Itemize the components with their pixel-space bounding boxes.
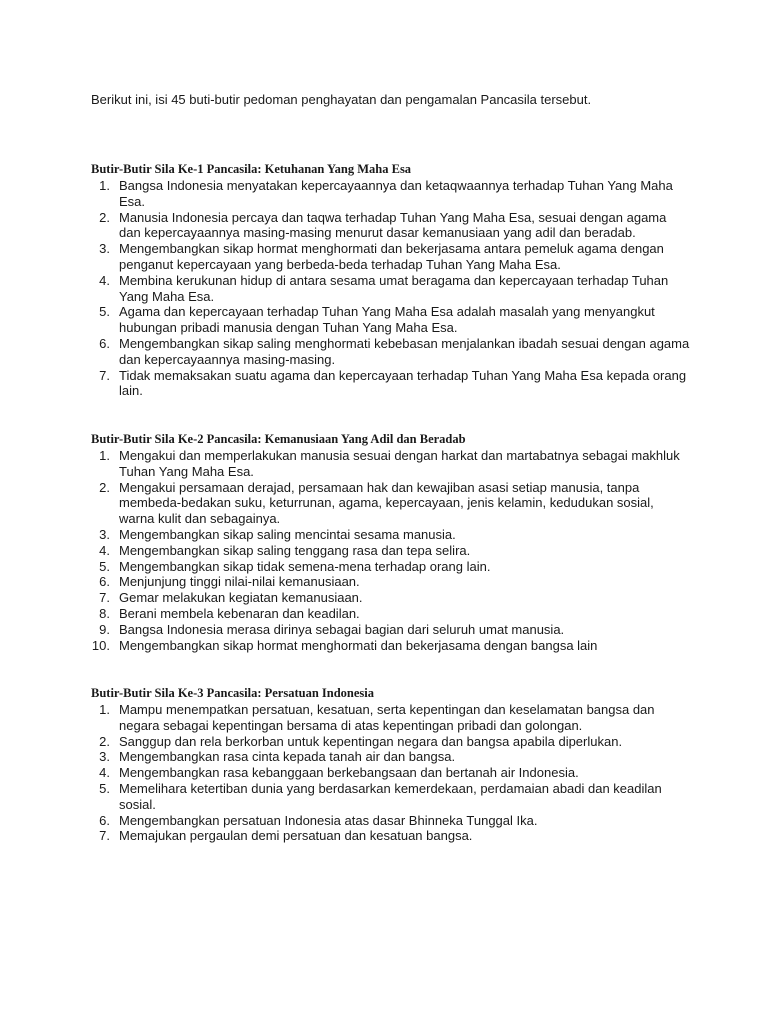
item-number: 8.: [99, 605, 110, 621]
item-text: Mengakui persamaan derajad, persamaan hak dan kewajiban asasi setiap manusia, tanpa membeda-bedakan suku, keturrunan, agama, kepercayaan, jenis kelamin, kedudukan sosial, warna kulit dan sebagainya.: [119, 479, 654, 527]
list-item: [91, 480, 691, 527]
item-number: 3.: [99, 749, 110, 765]
list-item: [91, 734, 691, 750]
section-sila-1: [91, 162, 691, 399]
item-list: [91, 702, 691, 844]
item-text: Bangsa Indonesia merasa dirinya sebagai bagian dari seluruh umat manusia.: [119, 621, 565, 637]
item-text: Mengembangkan sikap hormat menghormati dan bekerjasama dengan bangsa lain: [119, 637, 598, 653]
list-item: [91, 781, 691, 813]
item-text: Tidak memaksakan suatu agama dan kepercayaan terhadap Tuhan Yang Maha Esa kepada orang lain.: [119, 367, 687, 399]
item-text: Bangsa Indonesia menyatakan kepercayaannya dan ketaqwaannya terhadap Tuhan Yang Maha Esa.: [119, 178, 673, 209]
list-item: [91, 749, 691, 765]
item-text: Mengakui dan memperlakukan manusia sesuai dengan harkat dan martabatnya sebagai makhluk Tuhan Yang Maha Esa.: [119, 448, 680, 479]
item-text: Mengembangkan rasa cinta kepada tanah air dan bangsa.: [119, 749, 456, 765]
list-item: [91, 606, 691, 622]
list-item: [91, 241, 691, 273]
item-list: [91, 178, 691, 399]
list-item: [91, 304, 691, 336]
item-text: Sanggup dan rela berkorban untuk kepentingan negara dan bangsa apabila diperlukan.: [119, 733, 623, 749]
section-sila-3: [91, 686, 691, 844]
item-number: 7.: [99, 367, 110, 383]
item-number: 1.: [99, 178, 110, 193]
list-item: [91, 368, 691, 400]
item-text: Mengembangkan sikap tidak semena-mena terhadap orang lain.: [119, 558, 491, 574]
section-title: Butir-Butir Sila Ke-1 Pancasila: Ketuhanan Yang Maha Esa: [91, 162, 412, 176]
list-item: [91, 178, 691, 210]
section-sila-2: [91, 432, 691, 653]
list-item: [91, 559, 691, 575]
item-number: 2.: [99, 479, 110, 495]
item-number: 7.: [99, 590, 110, 606]
list-item: [91, 828, 691, 844]
list-item: [91, 210, 691, 242]
item-number: 4.: [99, 272, 110, 288]
intro-paragraph: Berikut ini, isi 45 buti-butir pedoman penghayatan dan pengamalan Pancasila tersebut.: [91, 92, 592, 107]
section-title: Butir-Butir Sila Ke-2 Pancasila: Kemanusiaan Yang Adil dan Beradab: [91, 432, 466, 446]
item-text: Berani membela kebenaran dan keadilan.: [119, 605, 360, 621]
item-number: 1.: [99, 448, 110, 463]
item-number: 9.: [99, 621, 110, 637]
list-item: [91, 574, 691, 590]
list-item: [91, 765, 691, 781]
item-number: 5.: [99, 304, 110, 320]
item-number: 5.: [99, 780, 110, 796]
item-text: Gemar melakukan kegiatan kemanusiaan.: [119, 590, 363, 606]
item-text: Mengembangkan persatuan Indonesia atas dasar Bhinneka Tunggal Ika.: [119, 812, 538, 828]
item-text: Memajukan pergaulan demi persatuan dan kesatuan bangsa.: [119, 828, 473, 844]
list-item: [91, 273, 691, 305]
item-text: Mengembangkan sikap saling menghormati kebebasan menjalankan ibadah sesuai dengan agama dan kepercayaannya masing-masing.: [119, 335, 690, 367]
list-item: [91, 638, 691, 654]
item-number: 4.: [99, 765, 110, 781]
item-number: 4.: [99, 542, 110, 558]
item-number: 1.: [99, 702, 110, 717]
list-item: [91, 543, 691, 559]
item-text: Mengembangkan rasa kebanggaan berkebangsaan dan bertanah air Indonesia.: [119, 765, 579, 781]
item-text: Mengembangkan sikap saling tenggang rasa dan tepa selira.: [119, 542, 471, 558]
list-item: [91, 622, 691, 638]
item-number: 7.: [99, 828, 110, 844]
item-text: Memelihara ketertiban dunia yang berdasarkan kemerdekaan, perdamaian abadi dan keadilan sosial.: [119, 780, 662, 812]
item-text: Membina kerukunan hidup di antara sesama umat beragama dan kepercayaan terhadap Tuhan Yang Maha Esa.: [119, 272, 669, 304]
list-item: [91, 813, 691, 829]
item-number: 10.: [91, 637, 110, 653]
item-number: 2.: [99, 209, 110, 225]
item-text: Mampu menempatkan persatuan, kesatuan, serta kepentingan dan keselamatan bangsa dan negara sebagai kepentingan bersama di atas kepentingan pribadi dan golongan.: [119, 702, 655, 733]
list-item: [91, 448, 691, 480]
list-item: [91, 590, 691, 606]
item-number: 6.: [99, 812, 110, 828]
item-number: 6.: [99, 574, 110, 590]
item-number: 2.: [99, 733, 110, 749]
list-item: [91, 527, 691, 543]
list-item: [91, 336, 691, 368]
list-item: [91, 702, 691, 734]
item-text: Mengembangkan sikap saling mencintai sesama manusia.: [119, 526, 456, 542]
item-text: Menjunjung tinggi nilai-nilai kemanusiaan.: [119, 574, 360, 590]
item-list: [91, 448, 691, 653]
item-number: 6.: [99, 335, 110, 351]
section-title: Butir-Butir Sila Ke-3 Pancasila: Persatuan Indonesia: [91, 686, 375, 700]
item-number: 3.: [99, 526, 110, 542]
item-text: Mengembangkan sikap hormat menghormati dan bekerjasama antara pemeluk agama dengan penganut kepercayaan yang berbeda-beda terhadap Tuhan Yang Maha Esa.: [119, 241, 664, 272]
item-number: 3.: [99, 241, 110, 257]
item-text: Agama dan kepercayaan terhadap Tuhan Yang Maha Esa adalah masalah yang menyangkut hubungan pribadi manusia dengan Tuhan Yang Maha Esa.: [119, 304, 655, 336]
item-number: 5.: [99, 558, 110, 574]
item-text: Manusia Indonesia percaya dan taqwa terhadap Tuhan Yang Maha Esa, sesuai dengan agama dan kepercayaannya masing-masing menurut dasar kemanusiaan yang adil dan beradab.: [119, 209, 667, 241]
